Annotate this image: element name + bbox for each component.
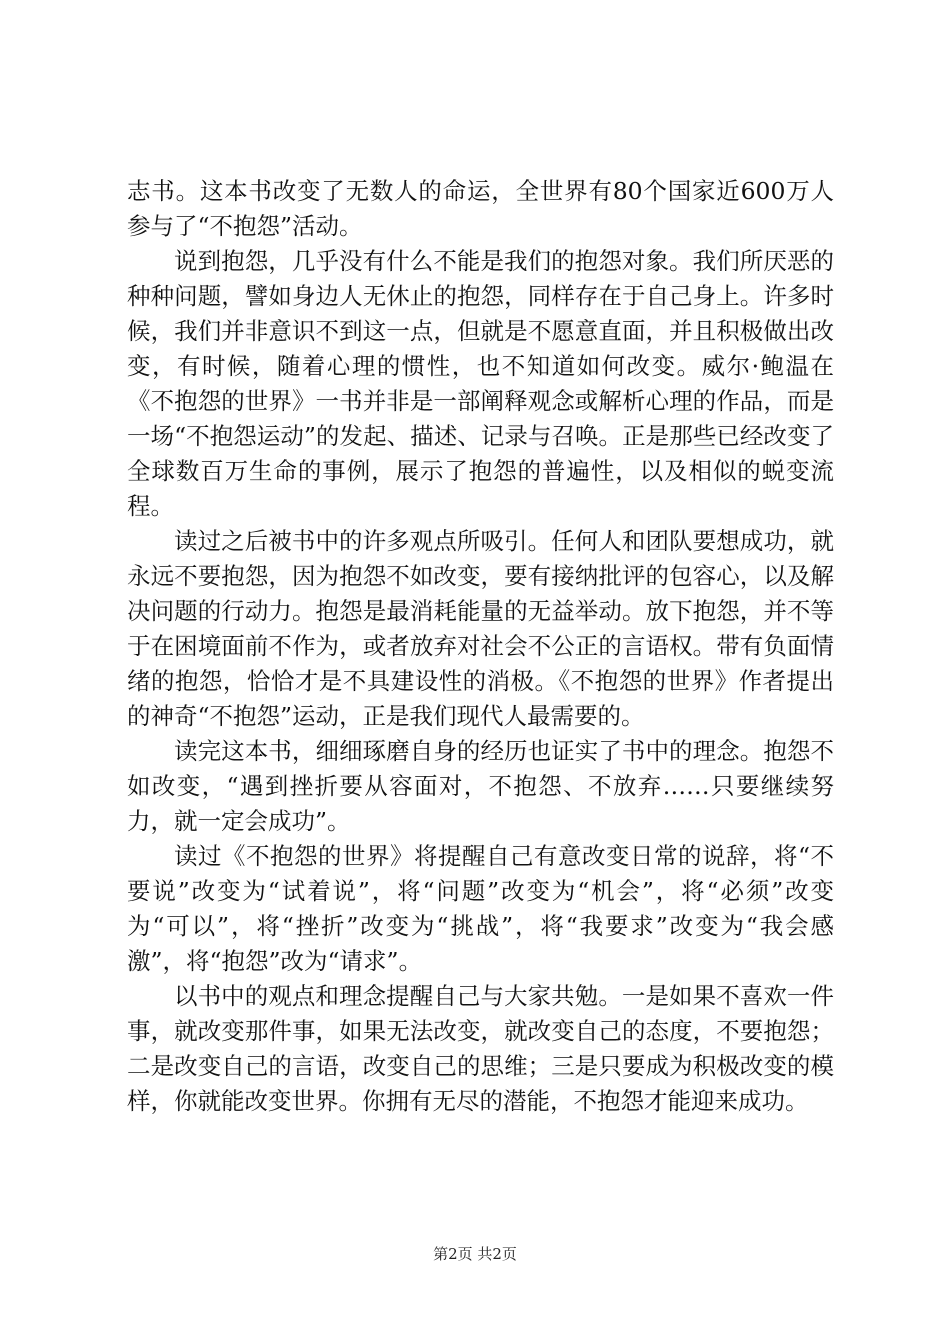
paragraph-6: 以书中的观点和理念提醒自己与大家共勉。一是如果不喜欢一件事，就改变那件事，如果无法改变，就改变自己的态度，不要抱怨；二是改变自己的言语，改变自己的思维；三是只要成为积极改变的模样，你就能改变世界。你拥有无尽的潜能，不抱怨才能迎来成功。 (127, 982, 834, 1115)
paragraph-4: 读完这本书，细细琢磨自身的经历也证实了书中的理念。抱怨不如改变，“遇到挫折要从容面对，不抱怨、不放弃……只要继续努力，就一定会成功”。 (127, 737, 834, 835)
page-number-footer: 第2页 共2页 (433, 1245, 517, 1263)
paragraph-3: 读过之后被书中的许多观点所吸引。任何人和团队要想成功，就永远不要抱怨，因为抱怨不如改变，要有接纳批评的包容心，以及解决问题的行动力。抱怨是最消耗能量的无益举动。放下抱怨，并不等于在困境面前不作为，或者放弃对社会不公正的言语权。带有负面情绪的抱怨，恰恰才是不具建设性的消极。《不抱怨的世界》作者提出的神奇“不抱怨”运动，正是我们现代人最需要的。 (127, 527, 834, 730)
paragraph-5: 读过《不抱怨的世界》将提醒自己有意改变日常的说辞，将“不要说”改变为“试着说”，将“问题”改变为“机会”，将“必须”改变为“可以”，将“挫折”改变为“挑战”，将“我要求”改变为“我会感激”，将“抱怨”改为“请求”。 (127, 842, 834, 975)
paragraph-2: 说到抱怨，几乎没有什么不能是我们的抱怨对象。我们所厌恶的种种问题，譬如身边人无休止的抱怨，同样存在于自己身上。许多时候，我们并非意识不到这一点，但就是不愿意直面，并且积极做出改变，有时候，随着心理的惯性，也不知道如何改变。威尔·鲍温在《不抱怨的世界》一书并非是一部阐释观念或解析心理的作品，而是一场“不抱怨运动”的发起、描述、记录与召唤。正是那些已经改变了全球数百万生命的事例，展示了抱怨的普遍性，以及相似的蜕变流程。 (127, 247, 834, 520)
paragraph-1: 志书。这本书改变了无数人的命运，全世界有80个国家近600万人参与了“不抱怨”活动。 (127, 177, 834, 240)
document-body (127, 174, 834, 1119)
